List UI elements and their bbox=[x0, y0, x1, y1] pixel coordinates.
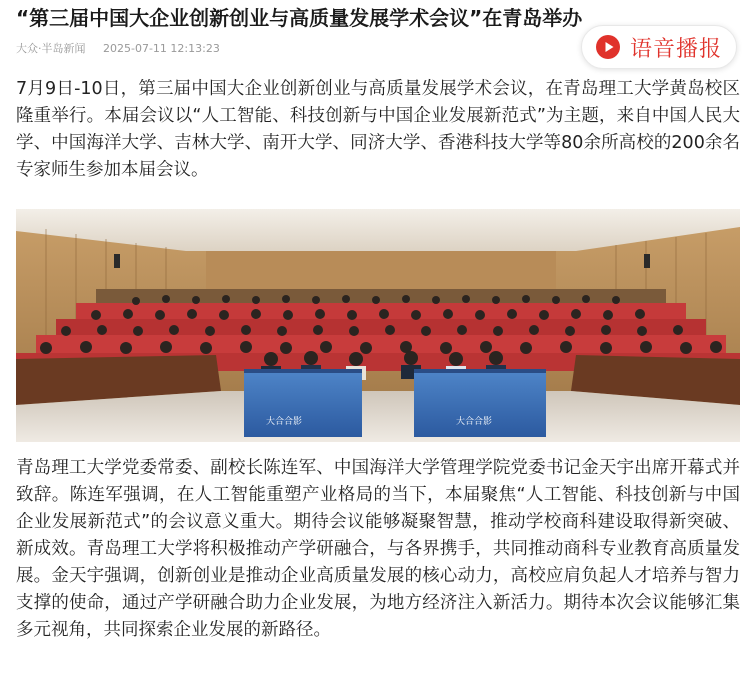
publish-time: 2025-07-11 12:13:23 bbox=[103, 42, 220, 55]
play-icon bbox=[596, 35, 620, 59]
conference-group-photo bbox=[16, 209, 740, 442]
podium-label-left: 大合合影 bbox=[266, 417, 303, 427]
voice-broadcast-button[interactable] bbox=[581, 25, 737, 69]
article-paragraph: 青岛理工大学党委常委、副校长陈连军、中国海洋大学管理学院党委书记金天宇出席开幕式并致辞。陈连军强调，在人工智能重塑产业格局的当下，本届聚焦“人工智能、科技创新与中国企业发展新范式”的会议意义重大。期待会议能够凝聚智慧，推动学校商科建设取得新突破、新成效。青岛理工大学将积极推动产学研融合，与各界携手，共同推动商科专业教育高质量发展。金天宇强调，创新创业是推动企业高质量发展的核心动力，高校应肩负起人才培养与智力支撑的使命，通过产学研融合助力企业发展，为地方经济注入新活力。期待本次会议能够汇集多元视角，共同探索企业发展的新路径。 bbox=[16, 458, 740, 640]
article-source: 大众·半岛新闻 bbox=[16, 42, 86, 55]
article-paragraph: 7月9日-10日，第三届中国大企业创新创业与高质量发展学术会议，在青岛理工大学黄岛校区隆重举行。本届会议以“人工智能、科技创新与中国企业发展新范式”为主题，来自中国人民大学、中国海洋大学、吉林大学、南开大学、同济大学、香港科技大学等80余所高校的200余名专家师生参加本届会议。 bbox=[16, 79, 740, 180]
voice-broadcast-label: 语音播报 bbox=[630, 36, 723, 62]
article-meta bbox=[16, 40, 220, 56]
article-title: “第三届中国大企业创新创业与高质量发展学术会议”在青岛举办 bbox=[16, 6, 583, 30]
conference-photo-illustration bbox=[16, 209, 740, 442]
podium-label-right: 大合合影 bbox=[456, 417, 493, 427]
